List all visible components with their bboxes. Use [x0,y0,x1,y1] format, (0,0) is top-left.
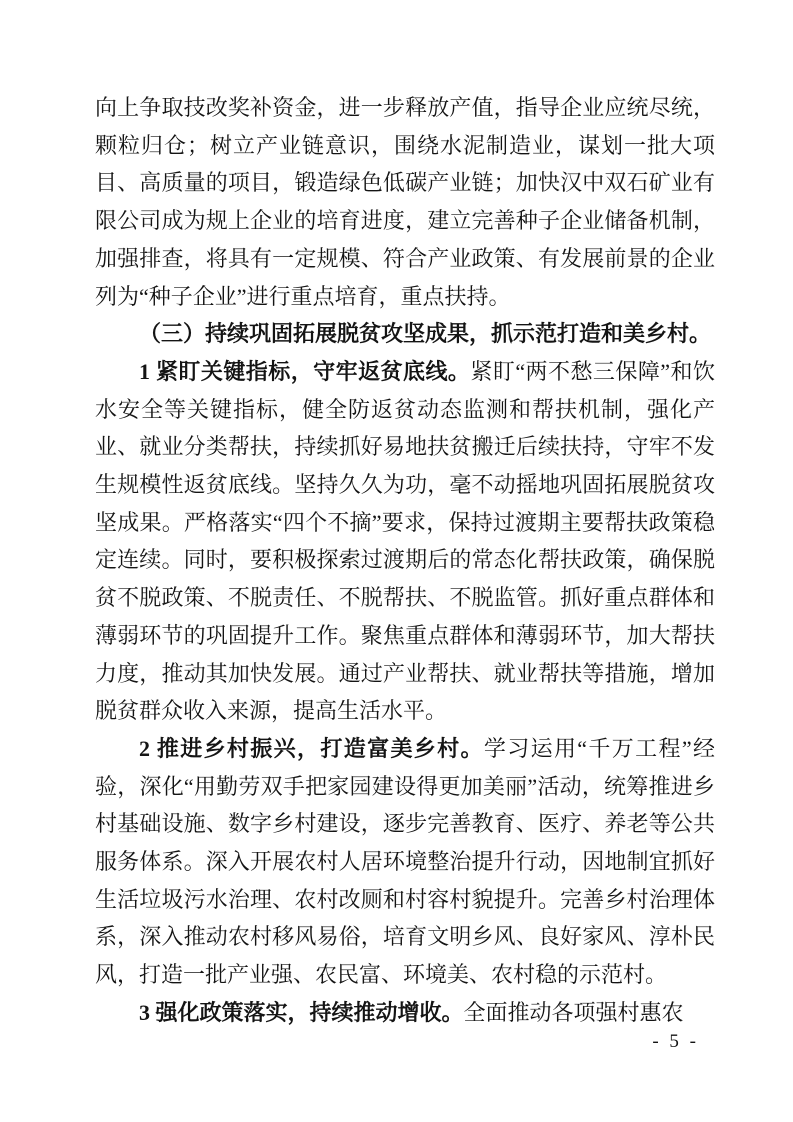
numbered-heading-2: 2 推进乡村振兴，打造富美乡村。 [139,735,484,761]
numbered-body-1: 紧盯“两不愁三保障”和饮水安全等关键指标，健全防返贫动态监测和帮扶机制，强化产业、就业分类帮扶，持续抓好易地扶贫搬迁后续扶持，守牢不发生规模性返贫底线。坚持久久为功，毫不动摇地巩固拓展脱贫攻坚成果。严格落实“四个不摘”要求，保持过渡期主要帮扶政策稳定连续。同时，要积极探索过渡期后的常态化帮扶政策，确保脱贫不脱政策、不脱责任、不脱帮扶、不脱监管。抓好重点群体和薄弱环节的巩固提升工作。聚焦重点群体和薄弱环节，加大帮扶力度，推动其加快发展。通过产业帮扶、就业帮扶等措施，增加脱贫群众收入来源，提高生活水平。 [95,358,715,724]
page-number: - 5 - [652,1031,699,1052]
section-heading: （三）持续巩固拓展脱贫攻坚成果，抓示范打造和美乡村。 [139,321,712,347]
paragraph-continuation: 向上争取技改奖补资金，进一步释放产值，指导企业应统尽统，颗粒归仓；树立产业链意识，围绕水泥制造业，谋划一批大项目、高质量的项目，锻造绿色低碳产业链；加快汉中双石矿业有限公司成为规上企业的培育进度，建立完善种子企业储备机制，加强排查，将具有一定规模、符合产业政策、有发展前景的企业列为“种子企业”进行重点培育，重点扶持。 [95,95,715,309]
numbered-heading-3: 3 强化政策落实，持续推动增收。 [139,999,464,1025]
numbered-body-3: 全面推动各项强村惠农 [463,999,684,1025]
numbered-paragraph-2 [95,730,715,994]
document-body [95,89,715,1032]
numbered-paragraph-1 [95,353,715,730]
numbered-body-2: 学习运用“千万工程”经验，深化“用勤劳双手把家园建设得更加美丽”活动，统筹推进乡村基础设施、数字乡村建设，逐步完善教育、医疗、养老等公共服务体系。深入开展农村人居环境整治提升行动，因地制宜抓好生活垃圾污水治理、农村改厕和村容村貌提升。完善乡村治理体系，深入推动农村移风易俗，培育文明乡风、良好家风、淳朴民风，打造一批产业强、农民富、环境美、农村稳的示范村。 [95,735,715,988]
numbered-paragraph-3 [95,994,715,1032]
numbered-heading-1: 1 紧盯关键指标，守牢返贫底线。 [139,358,471,384]
